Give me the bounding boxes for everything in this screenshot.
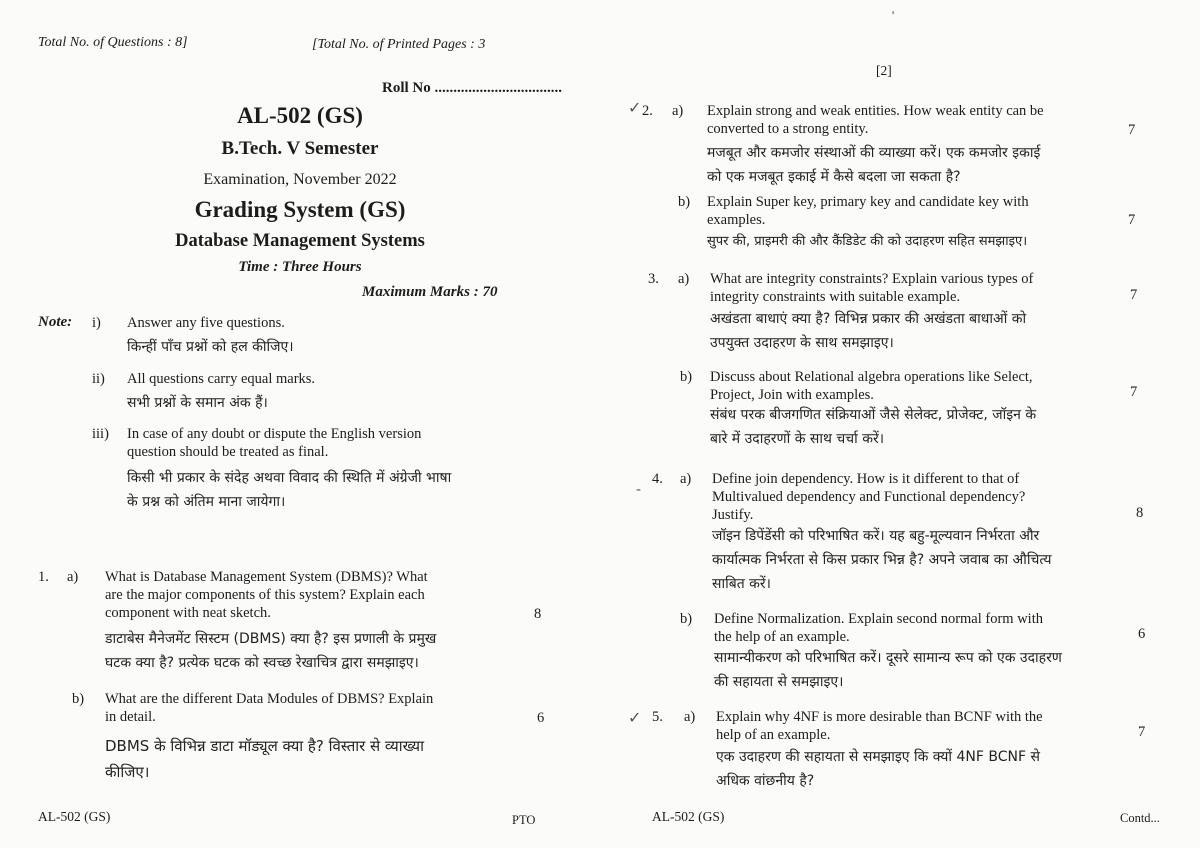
note-1-num: i): [92, 315, 101, 331]
footer-left-2: AL-502 (GS): [652, 809, 725, 824]
q2-num: 2.: [642, 103, 653, 119]
q1a-hindi: डाटाबेस मैनेजमेंट सिस्टम (DBMS) क्या है? इस प्रणाली के प्रमुख घटक क्या है? प्रत्येक घटक को स्वच्छ रेखाचित्र द्वारा समझाइए।: [105, 631, 437, 671]
note-2-en: All questions carry equal marks.: [127, 371, 316, 387]
q1a-text: What is Database Management System (DBMS)? What are the major components of this system? Explain each component with neat sketch.: [105, 569, 428, 621]
paper-code: AL-502 (GS): [237, 103, 363, 128]
q1b-text: What are the different Data Modules of DBMS? Explain in detail.: [105, 691, 434, 725]
q1a-label: a): [67, 569, 79, 585]
q3b-text: Discuss about Relational algebra operations like Select, Project, Join with examples.: [710, 369, 1033, 403]
q1b-hindi: DBMS के विभिन्न डाटा मॉड्यूल क्या है? विस्तार से व्याख्या कीजिए।: [105, 737, 425, 781]
q3b-hindi: संबंध परक बीजगणित संक्रियाओं जैसे सेलेक्ट, प्रोजेक्ट, जॉइन के बारे में उदाहरणों के साथ चर्चा करें।: [710, 407, 1037, 447]
q4a-marks: 8: [1136, 505, 1144, 521]
q5a-hindi: एक उदाहरण की सहायता से समझाइए कि क्यों 4NF BCNF से अधिक वांछनीय है?: [716, 749, 1040, 789]
q2b-marks: 7: [1128, 212, 1136, 228]
q1b-label: b): [72, 691, 85, 707]
q4a-text: Define join dependency. How is it different to that of Multivalued dependency and Functional dependency? Justify.: [712, 471, 1026, 523]
footer-left-1: AL-502 (GS): [38, 809, 111, 824]
q4b-text: Define Normalization. Explain second normal form with the help of an example.: [714, 611, 1043, 645]
total-questions: Total No. of Questions : 8]: [38, 35, 188, 50]
grading-system: Grading System (GS): [194, 197, 406, 222]
q4a-hindi: जॉइन डिपेंडेंसी को परिभाषित करें। यह बहु-मूल्यवान निर्भरता और कार्यात्मक निर्भरता से किस प्रकार भिन्न है? अपने जवाब का औचित्य साबित करें।: [712, 528, 1052, 592]
roll-no: Roll No ..................................: [382, 80, 562, 96]
total-pages: [Total No. of Printed Pages : 3: [312, 37, 486, 52]
note-3-en: In case of any doubt or dispute the English version question should be treated as final.: [127, 426, 422, 460]
note-3-hi: किसी भी प्रकार के संदेह अथवा विवाद की स्थिति में अंग्रेजी भाषा के प्रश्न को अंतिम माना जायेगा।: [127, 470, 452, 510]
page-2: [600, 0, 1200, 848]
footer-right-2: Contd...: [1120, 811, 1160, 825]
tick-mark-icon: ✓: [628, 98, 642, 117]
q2a-label: a): [672, 103, 684, 119]
q4a-label: a): [680, 471, 692, 487]
note-label: Note:: [38, 314, 73, 330]
note-2-num: ii): [92, 371, 105, 387]
q1-num: 1.: [38, 569, 49, 585]
note-2-hi: सभी प्रश्नों के समान अंक हैं।: [127, 395, 268, 411]
note-3-num: iii): [92, 426, 109, 442]
q4b-hindi: सामान्यीकरण को परिभाषित करें। दूसरे सामान्य रूप को एक उदाहरण की सहायता से समझाइए।: [714, 650, 1062, 690]
q2a-marks: 7: [1128, 122, 1136, 138]
q3-num: 3.: [648, 271, 659, 287]
max-marks: Maximum Marks : 70: [362, 284, 498, 300]
q5a-label: a): [684, 709, 696, 725]
q3a-marks: 7: [1130, 287, 1138, 303]
q5a-marks: 7: [1138, 724, 1146, 740]
q2a-hindi: मजबूत और कमजोर संस्थाओं की व्याख्या करें। एक कमजोर इकाई को एक मजबूत इकाई में कैसे बदला जा सकता है?: [707, 145, 1041, 185]
q3a-text: What are integrity constraints? Explain various types of integrity constraints with suitable example.: [710, 271, 1034, 305]
q3a-hindi: अखंडता बाधाएं क्या है? विभिन्न प्रकार की अखंडता बाधाओं को उपयुक्त उदाहरण के साथ समझाइए।: [710, 311, 1027, 351]
q2b-hindi: सुपर की, प्राइमरी की और कैंडिडेट की को उदाहरण सहित समझाइए।: [707, 234, 1028, 249]
exam-session: Examination, November 2022: [203, 171, 397, 188]
footer-right-1: PTO: [512, 813, 536, 827]
q1a-marks: 8: [534, 606, 542, 622]
q3b-marks: 7: [1130, 384, 1138, 400]
q3b-label: b): [680, 369, 693, 385]
time: Time : Three Hours: [238, 259, 362, 275]
q4-num: 4.: [652, 471, 663, 487]
subject: Database Management Systems: [175, 231, 425, 251]
q3a-label: a): [678, 271, 690, 287]
q4b-marks: 6: [1138, 626, 1146, 642]
q4b-label: b): [680, 611, 693, 627]
q5a-text: Explain why 4NF is more desirable than BCNF with the help of an example.: [716, 709, 1043, 743]
tick-mark-icon: ✓: [628, 708, 642, 727]
top-mark: ': [892, 8, 895, 22]
degree: B.Tech. V Semester: [221, 138, 379, 159]
note-1-en: Answer any five questions.: [127, 315, 285, 331]
note-1-hi: किन्हीं पाँच प्रश्नों को हल कीजिए।: [127, 339, 294, 355]
page-number: [2]: [876, 63, 892, 78]
margin-dash-icon: -: [636, 482, 642, 498]
q5-num: 5.: [652, 709, 663, 725]
q1b-marks: 6: [537, 710, 545, 726]
q2b-text: Explain Super key, primary key and candidate key with examples.: [707, 194, 1029, 228]
q2b-label: b): [678, 194, 691, 210]
q2a-text: Explain strong and weak entities. How weak entity can be converted to a strong entity.: [707, 103, 1044, 137]
